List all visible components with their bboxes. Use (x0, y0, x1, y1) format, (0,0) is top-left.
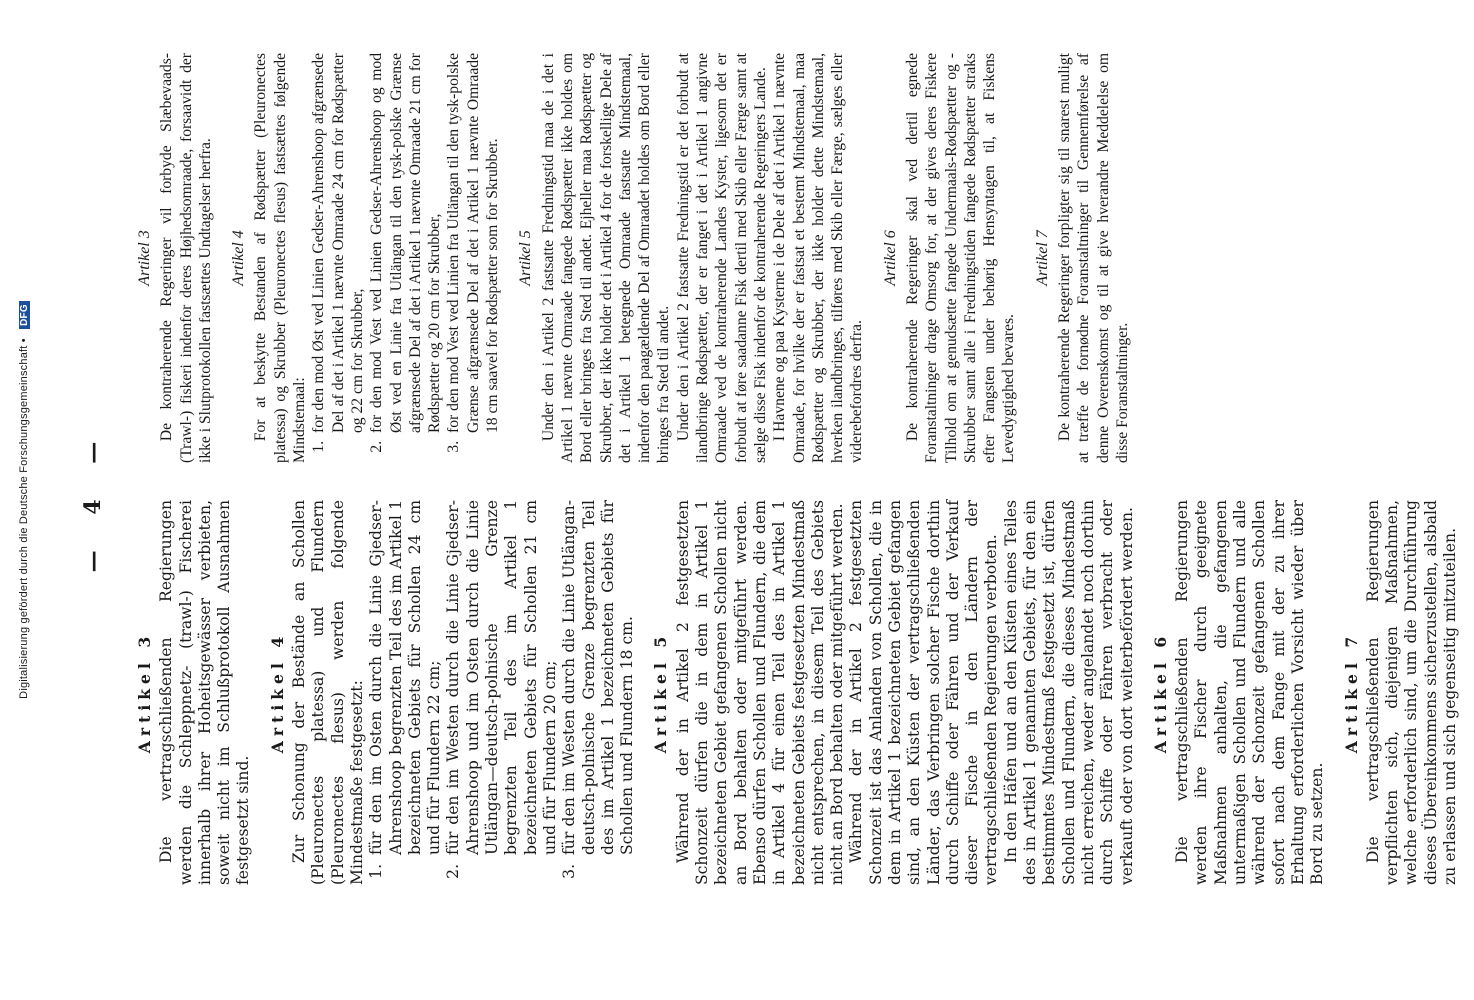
german-article-3-text: Die vertragschließenden Regierungen werden die Schleppnetz- (trawl-) Fischerei innerhalb ihrer Hoheitsgewässer verbieten, soweit nicht im Schlußprotokoll Ausnahmen festgesetzt sind. (157, 500, 253, 885)
danish-article-3-text: De kontraherende Regeringer vil forbyde Slæbevaads- (Trawl-) fiskeri indenfor deres Højhedsomraade, forsaavidt der ikke i Slutprotokollen fastsættes Undtagelser herfra. (158, 53, 214, 463)
danish-article-6-text: De kontraherende Regeringer skal ved dertil egnede Foranstaltninger drage Omsorg for, at der gives deres Fiskere Tilhold om at genudsætte fangede Undermaals-Rødspætter og -Skrubber samt alle i Fredningstiden fangede Rødspætter straks efter Fangsten under behørig Hensyntagen til, at Fiskens Levedygtighed bevares. (903, 53, 1018, 463)
danish-article-3 (135, 53, 215, 463)
danish-article-5-paragraph-2: Under den i Artikel 2 fastsatte Fredningstid er det forbudt at ilandbringe Rødspætter, der er fanget i det i Artikel 1 angivne Omraade ved de kontraherende Landes Kyster, ligesom det er forbudt at føre saadanne Fisk dertil med Skib eller Færge samt at sælge disse Fisk indenfor de kontraherende Regeringers Lande. (674, 53, 769, 463)
danish-article-4-heading: Artikel 4 (230, 230, 248, 286)
list-item: 3. für den im Westen durch die Linie Utlängan-deutsch-polnische Grenze begrenzten Teil des im Artikel 1 bezeichneten Gebiets für Schollen und Flundern 18 cm. (560, 500, 637, 859)
list-item: 3. for den mod Vest ved Linien fra Utlängan til den tysk-polske Grænse afgrænsede Del af det i Artikel 1 nævnte Omraade 18 cm saavel for Rødspætter som for Skrubber. (444, 53, 502, 437)
german-article-4-heading: Artikel 4 (267, 631, 287, 754)
german-article-6 (1151, 500, 1328, 885)
german-article-7-text: Die vertragschließenden Regierungen verpflichten sich, diejenigen Maßnahmen, welche erforderlich sind, um die Durchführung dieses Übereinkommens sicherzustellen, alsbald zu erlassen und sich gegenseitig mitzuteilen. (1363, 500, 1459, 885)
german-article-6-heading: Artikel 6 (1150, 631, 1170, 754)
german-article-5-heading: Artikel 5 (651, 631, 671, 754)
list-item: 1. für den im Osten durch die Linie Gjedser-Ahrenshoop begrenzten Teil des im Artikel 1 bezeichneten Gebiets für Schollen 24 cm und für Flundern 22 cm; (367, 500, 444, 859)
german-article-4-list (367, 500, 637, 885)
dfg-logo: DFG (19, 301, 30, 329)
german-article-5-paragraph-2: Während der in Artikel 2 festgesetzten Schonzeit ist das Anlanden von Schollen, die in dem in Artikel 1 bezeichneten Gebiet gefangen sind, an den Küsten der vertragschließenden Länder, das Verbringen solcher Fische dorthin durch Schiffe oder Fähren und der Verkauf dieser Fische in den Ländern der vertragschließenden Regierungen verboten. (847, 500, 1001, 885)
german-article-5-paragraph-1: Während der in Artikel 2 festgesetzten Schonzeit dürfen die in dem in Artikel 1 bezeichneten Gebiet gefangenen Schollen nicht an Bord behalten oder mitgeführt werden. Ebenso dürfen Schollen und Flundern, die dem in Artikel 4 für einen Teil des in Artikel 1 bezeichneten Gebiets festgesetzten Mindestmaß nicht entsprechen, in diesem Teil des Gebiets nicht an Bord behalten oder mitgeführt werden. (673, 500, 847, 885)
danish-article-5 (516, 53, 866, 463)
danish-article-4-intro: For at beskytte Bestanden af Rødspætter (Pleuronectes platessa) og Skrubber (Pleuronectes flesus) fastsættes følgende Mindstemaal: (252, 53, 309, 463)
digitization-credit (18, 0, 30, 1000)
german-article-7 (1342, 500, 1461, 885)
danish-article-4 (229, 53, 502, 463)
danish-article-7-heading: Artikel 7 (1033, 230, 1051, 286)
danish-article-4-list (309, 53, 502, 463)
list-item: 2. für den im Westen durch die Linie Gjedser-Ahrenshoop und im Osten durch die Linie Utlängan—deutsch-polnische Grenze begrenzten Teil des im Artikel 1 bezeichneten Gebiets für Schollen 21 cm und für Flundern 20 cm; (444, 500, 560, 859)
german-article-5-paragraph-3: In den Häfen und an den Küsten eines Teiles des in Artikel 1 genannten Gebiets, für den ein bestimmtes Mindestmaß festgesetzt ist, dürfen Schollen und Flundern, die dieses Mindestmaß nicht erreichen, weder angelandet noch dorthin durch Schiffe oder Fähren verbracht oder verkauft oder von dort weiterbefördert werden. (1001, 500, 1136, 885)
list-item: 1. for den mod Øst ved Linien Gedser-Ahrenshoop afgrænsede Del af det i Artikel 1 nævnte Omraade 24 cm for Rødspætter og 22 cm for Skrubber, (309, 53, 367, 437)
credit-text: Digitalisierung gefördert durch die Deutsche Forschungsgemeinschaft • (18, 338, 30, 699)
danish-article-6 (881, 53, 1019, 463)
danish-article-5-paragraph-3: I Havnene og paa Kysterne i de Dele af det i Artikel 1 nævnte Omraade, for hvilke der er fastsat et bestemt Mindstemaal, maa Rødspætter og Skrubber, der ikke holder dette Mindstemaal, hverken ilandbringes, tilføres med Skib eller Færge, sælges eller viderebefordres derfra. (771, 53, 866, 463)
page-number: — 4 — (80, 427, 106, 573)
danish-article-7 (1033, 53, 1132, 463)
german-article-7-heading: Artikel 7 (1341, 631, 1361, 754)
german-article-6-text: Die vertragschließenden Regierungen werden ihre Fischer durch geeignete Maßnahmen anhalten, die gefangenen untermaßigen Schollen und Flundern und alle während der Schonzeit gefangenen Schollen sofort nach dem Fange mit der zu ihrer Erhaltung erforderlichen Vorsicht wieder über Bord zu setzen. (1173, 500, 1327, 885)
danish-article-7-text: De kontraherende Regeringer forpligter sig til snarest muligt at træffe de fornødne Foranstaltninger til Gennemførelse af denne Overenskomst og til at give hverandre Meddelelse om disse Foranstaltninger. (1056, 53, 1131, 463)
german-article-5 (651, 500, 1136, 885)
german-article-4-intro: Zur Schonung der Bestände an Schollen (Pleuronectes platessa) und Flundern (Pleuronectes flesus) werden folgende Mindestmaße festgesetzt: (290, 500, 366, 885)
german-column (135, 500, 1474, 885)
danish-article-3-heading: Artikel 3 (136, 230, 153, 286)
danish-article-5-paragraph-1: Under den i Artikel 2 fastsatte Fredningstid maa de i det i Artikel 1 nævnte Omraade fangede Rødspætter ikke holdes om Bord eller bringes fra Sted til andet. Ejheller maa Rødspætter og Skrubber, der ikke holder det i Artikel 4 for de forskellige Dele af det i Artikel 1 betegnede Omraade fastsatte Mindstemaal, indenfor den paagældende Del af Omraadet holdes om Bord eller bringes fra Sted til andet. (539, 53, 673, 463)
german-article-3 (135, 500, 254, 885)
danish-column (135, 53, 1146, 463)
german-article-3-heading: Artikel 3 (135, 631, 154, 754)
list-item: 2. for den mod Vest ved Linien Gedser-Ahrenshoop og mod Øst ved en Linie fra Utlängan til den tysk-polske Grænse afgrænsede Del af det i Artikel 1 nævnte Omraade 21 cm for Rødspætter og 20 cm for Skrubber, (367, 53, 444, 437)
danish-article-6-heading: Artikel 6 (881, 230, 899, 286)
danish-article-5-heading: Artikel 5 (517, 230, 535, 286)
german-article-4 (268, 500, 638, 885)
